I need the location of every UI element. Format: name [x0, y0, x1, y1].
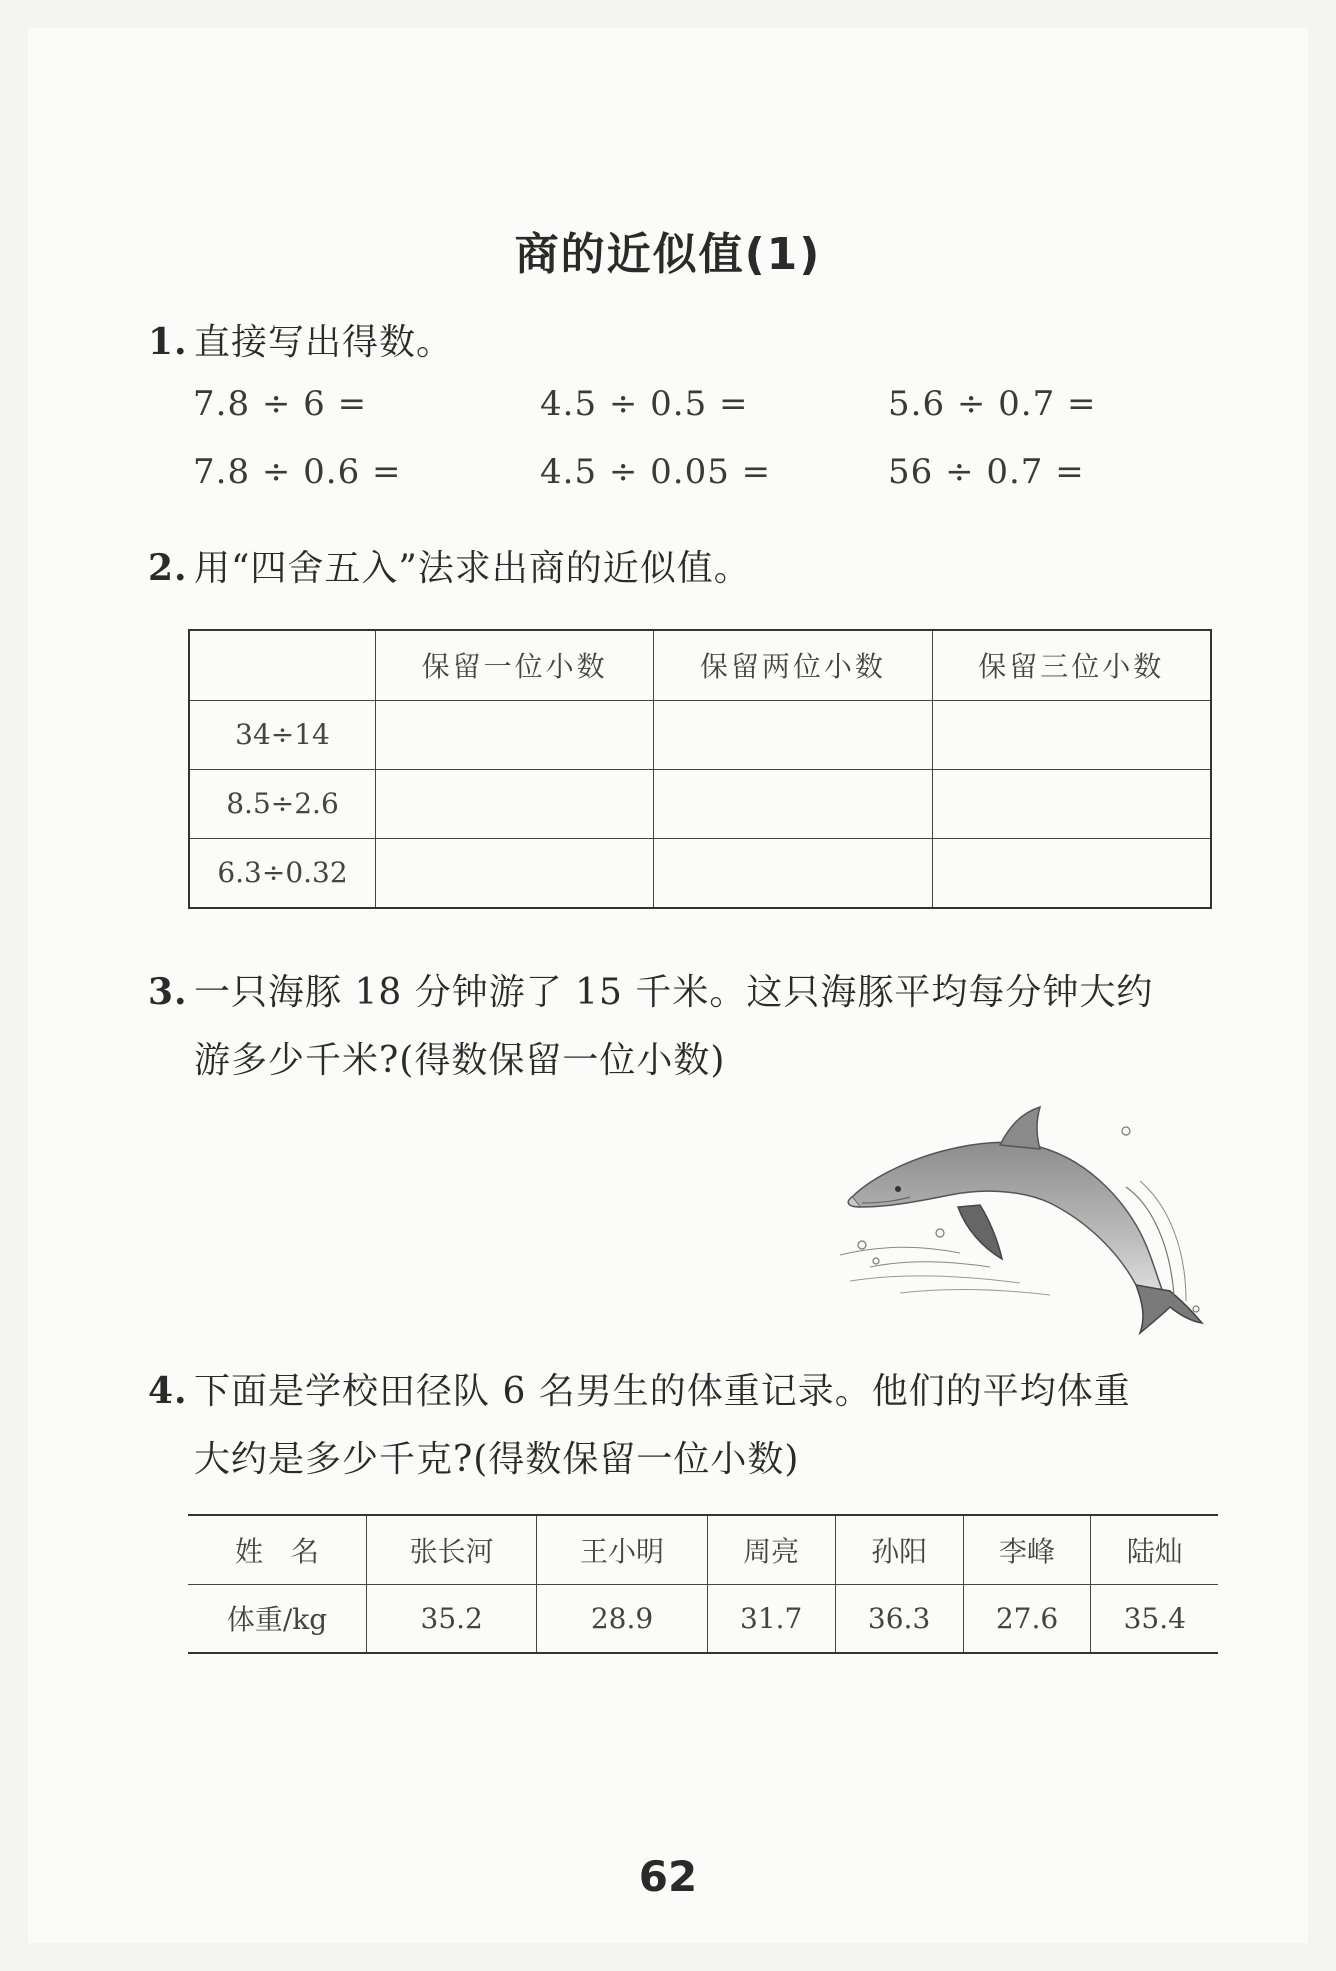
expression: 7.8 ÷ 0.6 = — [193, 452, 402, 492]
question-number: 3. — [148, 971, 188, 1013]
table-row — [189, 700, 1211, 769]
table-header-row — [189, 630, 1211, 700]
page-title: 商的近似值(1) — [514, 229, 822, 280]
expression: 4.5 ÷ 0.5 = — [540, 384, 749, 424]
question-text: 用“四舍五入”法求出商的近似值。 — [194, 548, 751, 589]
question-3 — [148, 964, 1153, 1015]
student-name: 陆灿 — [1091, 1515, 1218, 1584]
row-label: 6.3÷0.32 — [189, 838, 376, 908]
expression: 56 ÷ 0.7 = — [888, 452, 1085, 492]
question-text: 直接写出得数。 — [194, 322, 454, 363]
question-4-line-2: 大约是多少千克?(得数保留一位小数) — [194, 1439, 800, 1480]
student-name: 王小明 — [537, 1515, 707, 1584]
question-number: 4. — [148, 1370, 188, 1412]
question-text: 下面是学校田径队 6 名男生的体重记录。他们的平均体重 — [194, 1371, 1131, 1412]
weight-value: 36.3 — [835, 1584, 963, 1653]
name-header: 姓 名 — [188, 1515, 367, 1584]
expression: 4.5 ÷ 0.05 = — [540, 452, 772, 492]
table-row — [188, 1515, 1218, 1584]
table-row — [188, 1584, 1218, 1653]
weight-value: 28.9 — [537, 1584, 707, 1653]
table-row — [189, 838, 1211, 908]
dolphin-illustration — [840, 1095, 1230, 1340]
answer-cell[interactable] — [654, 700, 932, 769]
weight-value: 35.4 — [1091, 1584, 1218, 1653]
answer-cell[interactable] — [932, 838, 1211, 908]
expression: 7.8 ÷ 6 = — [193, 384, 368, 424]
student-name: 张长河 — [367, 1515, 537, 1584]
weight-value: 27.6 — [963, 1584, 1091, 1653]
answer-cell[interactable] — [376, 838, 654, 908]
student-name: 孙阳 — [835, 1515, 963, 1584]
question-1 — [148, 314, 453, 365]
row-label: 34÷14 — [189, 700, 376, 769]
table-header-cell: 保留两位小数 — [654, 630, 932, 700]
answer-cell[interactable] — [376, 700, 654, 769]
answer-cell[interactable] — [932, 700, 1211, 769]
table-row — [189, 769, 1211, 838]
row-label: 8.5÷2.6 — [189, 769, 376, 838]
student-name: 周亮 — [707, 1515, 835, 1584]
question-4 — [148, 1363, 1131, 1414]
question-number: 2. — [148, 547, 188, 589]
answer-cell[interactable] — [654, 838, 932, 908]
question-2 — [148, 540, 751, 591]
expression: 5.6 ÷ 0.7 = — [888, 384, 1097, 424]
answer-cell[interactable] — [932, 769, 1211, 838]
page-number: 62 — [638, 1852, 698, 1901]
rounding-table — [188, 629, 1212, 909]
question-3-line-2: 游多少千米?(得数保留一位小数) — [194, 1040, 726, 1081]
answer-cell[interactable] — [376, 769, 654, 838]
table-header-cell: 保留三位小数 — [932, 630, 1211, 700]
student-name: 李峰 — [963, 1515, 1091, 1584]
answer-cell[interactable] — [654, 769, 932, 838]
table-header-cell — [189, 630, 376, 700]
question-text: 一只海豚 18 分钟游了 15 千米。这只海豚平均每分钟大约 — [194, 972, 1154, 1013]
question-number: 1. — [148, 321, 188, 363]
weight-value: 35.2 — [367, 1584, 537, 1653]
table-header-cell: 保留一位小数 — [376, 630, 654, 700]
weight-header: 体重/kg — [188, 1584, 367, 1653]
weight-value: 31.7 — [707, 1584, 835, 1653]
weight-table — [188, 1514, 1218, 1654]
